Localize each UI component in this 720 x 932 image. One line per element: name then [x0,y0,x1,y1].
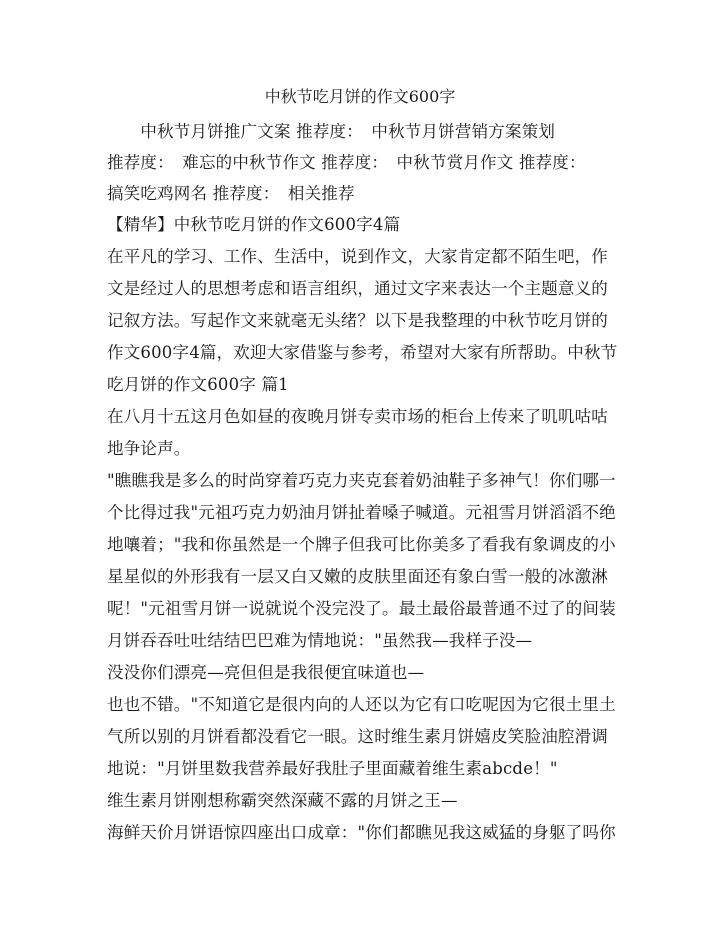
text-line: 气所以别的月饼看都没看它一眼。这时维生素月饼嬉皮笑脸油腔滑调 [107,727,608,746]
text-line: 搞笑吃鸡网名 推荐度： 相关推荐 [107,184,355,203]
text-line: 在八月十五这月色如昼的夜晚月饼专卖市场的柜台上传来了叽叽咕咕 [107,407,608,426]
text-line: 海鲜天价月饼语惊四座出口成章："你们都瞧见我这威猛的身躯了吗你 [107,823,616,842]
text-line: 月饼吞吞吐吐结结巴巴难为情地说："虽然我—我样子没— [107,631,533,650]
text-line: 推荐度： 难忘的中秋节作文 推荐度： 中秋节赏月作文 推荐度： [107,153,586,172]
text-line: 文是经过人的思想考虑和语言组织，通过文字来表达一个主题意义的 [107,279,608,298]
text-line: 地嚷着；"我和你虽然是一个牌子但我可比你美多了看我有象调皮的小 [107,535,616,554]
text-line: 没没你们漂亮—亮但但是我很便宜味道也— [107,663,425,682]
text-line: 【精华】中秋节吃月饼的作文600字4篇 [107,215,401,234]
text-line: 中秋节月饼推广文案 推荐度： 中秋节月饼营销方案策划 [107,122,556,141]
text-line: 在平凡的学习、工作、生活中，说到作文，大家肯定都不陌生吧，作 [107,247,608,266]
text-line: 个比得过我"元祖巧克力奶油月饼扯着嗓子喊道。元祖雪月饼滔滔不绝 [107,503,616,522]
document-title: 中秋节吃月饼的作文600字 [264,87,456,106]
text-line: 星星似的外形我有一层又白又嫩的皮肤里面还有象白雪一般的冰激淋 [107,567,608,586]
text-line: 吃月饼的作文600字 篇1 [107,375,289,394]
text-line: "瞧瞧我是多么的时尚穿着巧克力夹克套着奶油鞋子多神气！你们哪一 [107,471,616,490]
text-line: 维生素月饼刚想称霸突然深藏不露的月饼之王— [107,791,458,810]
text-line: 地说："月饼里数我营养最好我肚子里面藏着维生素abcde！" [107,759,558,778]
text-line: 作文600字4篇，欢迎大家借鉴与参考，希望对大家有所帮助。中秋节 [107,343,618,362]
text-line: 也也不错。"不知道它是很内向的人还以为它有口吃呢因为它很土里土 [107,695,616,714]
text-line: 记叙方法。写起作文来就毫无头绪？以下是我整理的中秋节吃月饼的 [107,311,608,330]
text-line: 呢！"元祖雪月饼一说就说个没完没了。最土最俗最普通不过了的间装 [107,599,616,618]
text-line: 地争论声。 [107,439,191,458]
